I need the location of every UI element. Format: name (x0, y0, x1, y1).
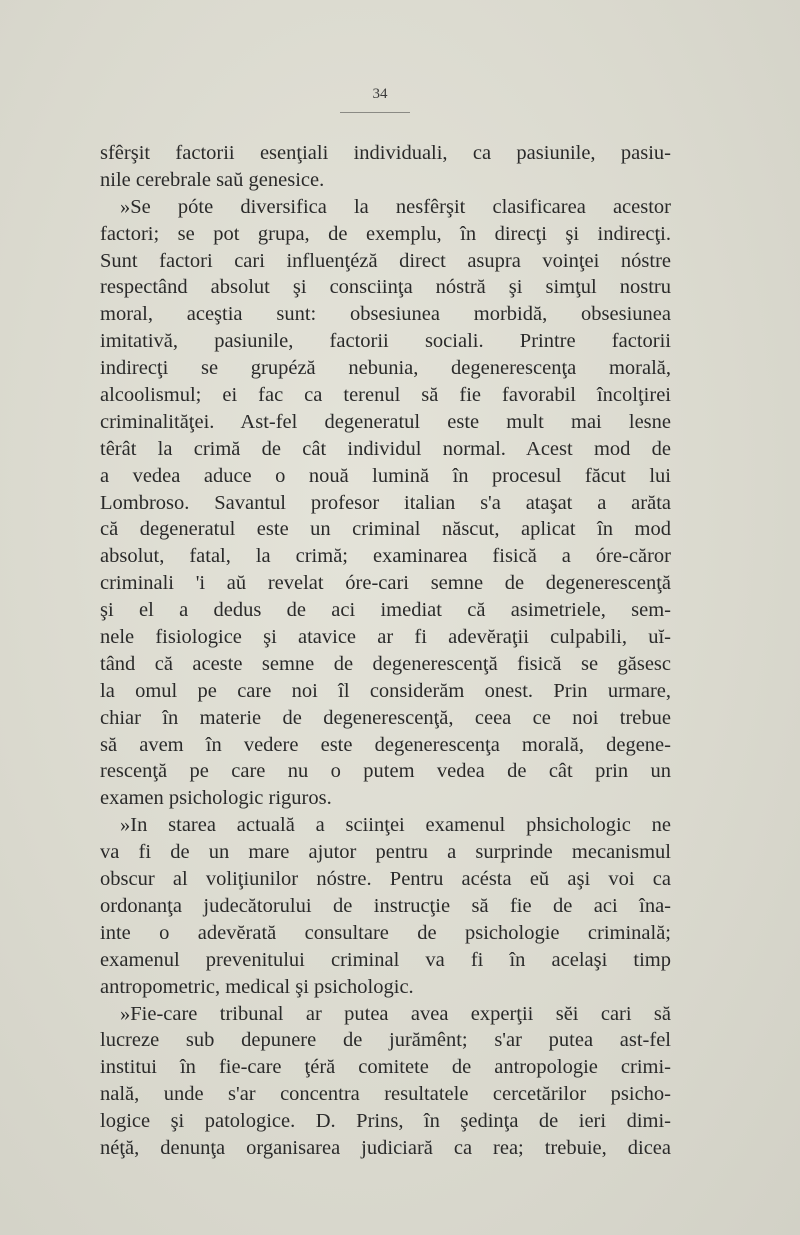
body-text (100, 140, 671, 1162)
text-line: la omul pe care noi îl considerăm onest. Prin urmare, (100, 679, 671, 702)
page-number-rule (340, 112, 410, 113)
text-line: nală, unde s'ar concentra resultatele cercetărilor psicho- (100, 1083, 671, 1106)
text-line: examenul prevenitului criminal va fi în acelaşi timp (100, 948, 671, 971)
text-line: lucreze sub depunere de jurămênt; s'ar putea ast-fel (100, 1029, 671, 1052)
text-line: institui în fie-care ţéră comitete de antropologie crimi- (100, 1056, 671, 1079)
text-line: néţă, denunţa organisarea judiciară ca rea; trebuie, dicea (100, 1136, 671, 1159)
text-line: Sunt factori cari influenţéză direct asupra voinţei nóstre (100, 249, 671, 272)
text-line: absolut, fatal, la crimă; examinarea fisică a óre-căror (100, 545, 671, 568)
text-line: să avem în vedere este degenerescenţa morală, degene- (100, 733, 671, 756)
text-line: »Fie-care tribunal ar putea avea experţii sĕi cari să (120, 1002, 671, 1025)
page-number: 34 (372, 86, 388, 102)
text-line: criminalităţei. Ast-fel degeneratul este mult mai lesne (100, 410, 671, 433)
text-line: têrât la crimă de cât individul normal. Acest mod de (100, 437, 671, 460)
text-line: indirecţi se grupéză nebunia, degenerescenţa morală, (100, 357, 671, 380)
text-line: obscur al voliţiunilor nóstre. Pentru acésta eŭ aşi voi ca (100, 868, 671, 891)
text-line: moral, aceştia sunt: obsesiunea morbidă, obsesiunea (100, 303, 671, 326)
text-line: nile cerebrale saŭ genesice. (100, 168, 325, 191)
text-line: chiar în materie de degenerescenţă, ceea ce noi trebue (100, 706, 671, 729)
text-line: criminali 'i aŭ revelat óre-cari semne de degenerescenţă (100, 572, 671, 595)
text-line: respectând absolut şi consciinţa nóstră şi simţul nostru (100, 276, 671, 299)
text-line: antropometric, medical şi psichologic. (100, 975, 414, 998)
text-line: factori; se pot grupa, de exemplu, în direcţi şi indirecţi. (100, 222, 671, 245)
text-line: alcoolismul; ei fac ca terenul să fie favorabil încolţirei (100, 384, 671, 407)
text-line: şi el a dedus de aci imediat că asimetriele, sem- (100, 599, 671, 622)
text-line: ordonanţa judecătorului de instrucţie să fie de aci îna- (100, 894, 671, 917)
text-line: că degeneratul este un criminal născut, aplicat în mod (100, 518, 671, 541)
text-line: logice şi patologice. D. Prins, în şedinţa de ieri dimi- (100, 1110, 671, 1133)
text-line: sfêrşit factorii esenţiali individuali, ca pasiunile, pasiu- (100, 142, 671, 164)
text-line: imitativă, pasiunile, factorii sociali. Printre factorii (100, 330, 671, 353)
text-line: nele fisiologice şi atavice ar fi adevĕraţii culpabili, uĭ- (100, 626, 671, 649)
text-line: »In starea actuală a sciinţei examenul phsichologic ne (120, 814, 671, 837)
text-line: examen psichologic riguros. (100, 787, 332, 810)
text-line: inte o adevĕrată consultare de psichologie criminală; (100, 921, 671, 944)
text-line: a vedea aduce o nouă lumină în procesul făcut lui (100, 464, 671, 487)
text-line: tând că aceste semne de degenerescenţă fisică se găsesc (100, 652, 671, 675)
text-line: va fi de un mare ajutor pentru a surprinde mecanismul (100, 841, 671, 864)
text-line: rescenţă pe care nu o putem vedea de cât prin un (100, 760, 671, 783)
text-line: »Se póte diversifica la nesfêrşit clasificarea acestor (120, 195, 671, 218)
text-line: Lombroso. Savantul profesor italian s'a ataşat a arăta (100, 491, 671, 514)
